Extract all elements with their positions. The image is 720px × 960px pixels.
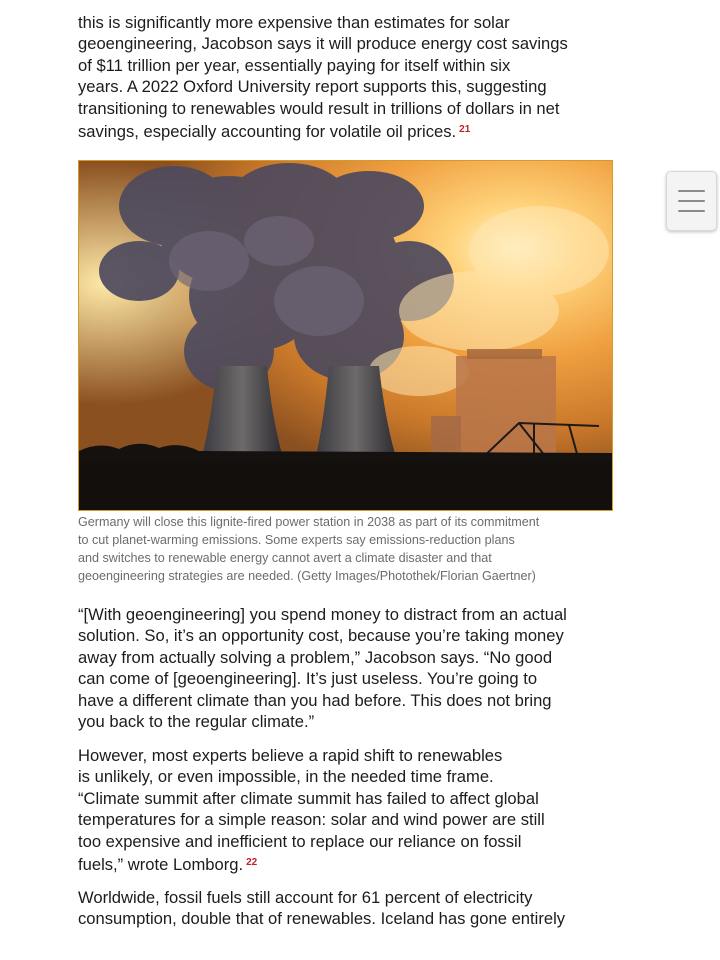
paragraph-1-last-line <box>78 119 613 142</box>
paragraph-2-line: can come of [geoengineering]. It’s just useless. You’re going to <box>78 669 538 689</box>
paragraph-1-line: of $11 trillion per year, essentially paying for itself within six <box>78 55 511 75</box>
power-station-illustration <box>79 161 612 510</box>
paragraph-2-line: you back to the regular climate.” <box>78 712 315 732</box>
paragraph-2-line: have a different climate than you had before. This does not bring <box>78 690 552 710</box>
paragraph-1-line: transitioning to renewables would result in trillions of dollars in net <box>78 98 560 118</box>
paragraph-2-line: “[With geoengineering] you spend money to distract from an actual <box>78 605 567 624</box>
paragraph-3-line: fuels,” wrote Lomborg. <box>78 855 244 875</box>
hamburger-icon-bar <box>678 200 705 202</box>
paragraph-3-line: temperatures for a simple reason: solar and wind power are still <box>78 810 545 830</box>
paragraph-3-line: is unlikely, or even impossible, in the needed time frame. <box>78 767 494 787</box>
caption-line: geoengineering strategies are needed. (Getty Images/Photothek/Florian Gaertner) <box>78 569 536 583</box>
caption-line: Germany will close this lignite-fired power station in 2038 as part of its commitment <box>78 515 540 529</box>
paragraph-2-line: solution. So, it’s an opportunity cost, because you’re taking money <box>78 626 564 646</box>
paragraph-3 <box>78 745 618 875</box>
caption-line: and switches to renewable energy cannot avert a climate disaster and that <box>78 551 492 565</box>
paragraph-1-line: geoengineering, Jacobson says it will produce energy cost savings <box>78 34 568 54</box>
paragraph-2 <box>78 604 618 732</box>
paragraph-4-line: consumption, double that of renewables. Iceland has gone entirely <box>78 909 566 929</box>
paragraph-4-line: Worldwide, fossil fuels still account for 61 percent of electricity <box>78 888 533 907</box>
footnote-link-22[interactable]: 22 <box>246 857 258 869</box>
paragraph-1-line: savings, especially accounting for volatile oil prices. <box>78 122 457 142</box>
paragraph-3-last-line <box>78 852 618 875</box>
hamburger-icon-bar <box>678 190 705 192</box>
article-column <box>78 12 613 154</box>
paragraph-3-line: too expensive and inefficient to replace our reliance on fossil <box>78 831 522 851</box>
paragraph-1-line: this is significantly more expensive than estimates for solar <box>78 13 510 32</box>
paragraph-1 <box>78 12 613 142</box>
power-station-photo <box>78 160 613 511</box>
photo-caption <box>78 513 618 585</box>
hamburger-icon-bar <box>678 210 705 212</box>
paragraph-4 <box>78 887 618 930</box>
menu-button[interactable] <box>666 171 717 231</box>
paragraph-3-line: “Climate summit after climate summit has failed to affect global <box>78 788 539 808</box>
footnote-link-21[interactable]: 21 <box>459 124 471 136</box>
paragraph-1-line: years. A 2022 Oxford University report supports this, suggesting <box>78 77 547 97</box>
paragraph-3-line: However, most experts believe a rapid shift to renewables <box>78 746 503 765</box>
paragraph-2-line: away from actually solving a problem,” Jacobson says. “No good <box>78 647 553 667</box>
caption-line: to cut planet-warming emissions. Some experts say emissions-reduction plans <box>78 533 515 547</box>
